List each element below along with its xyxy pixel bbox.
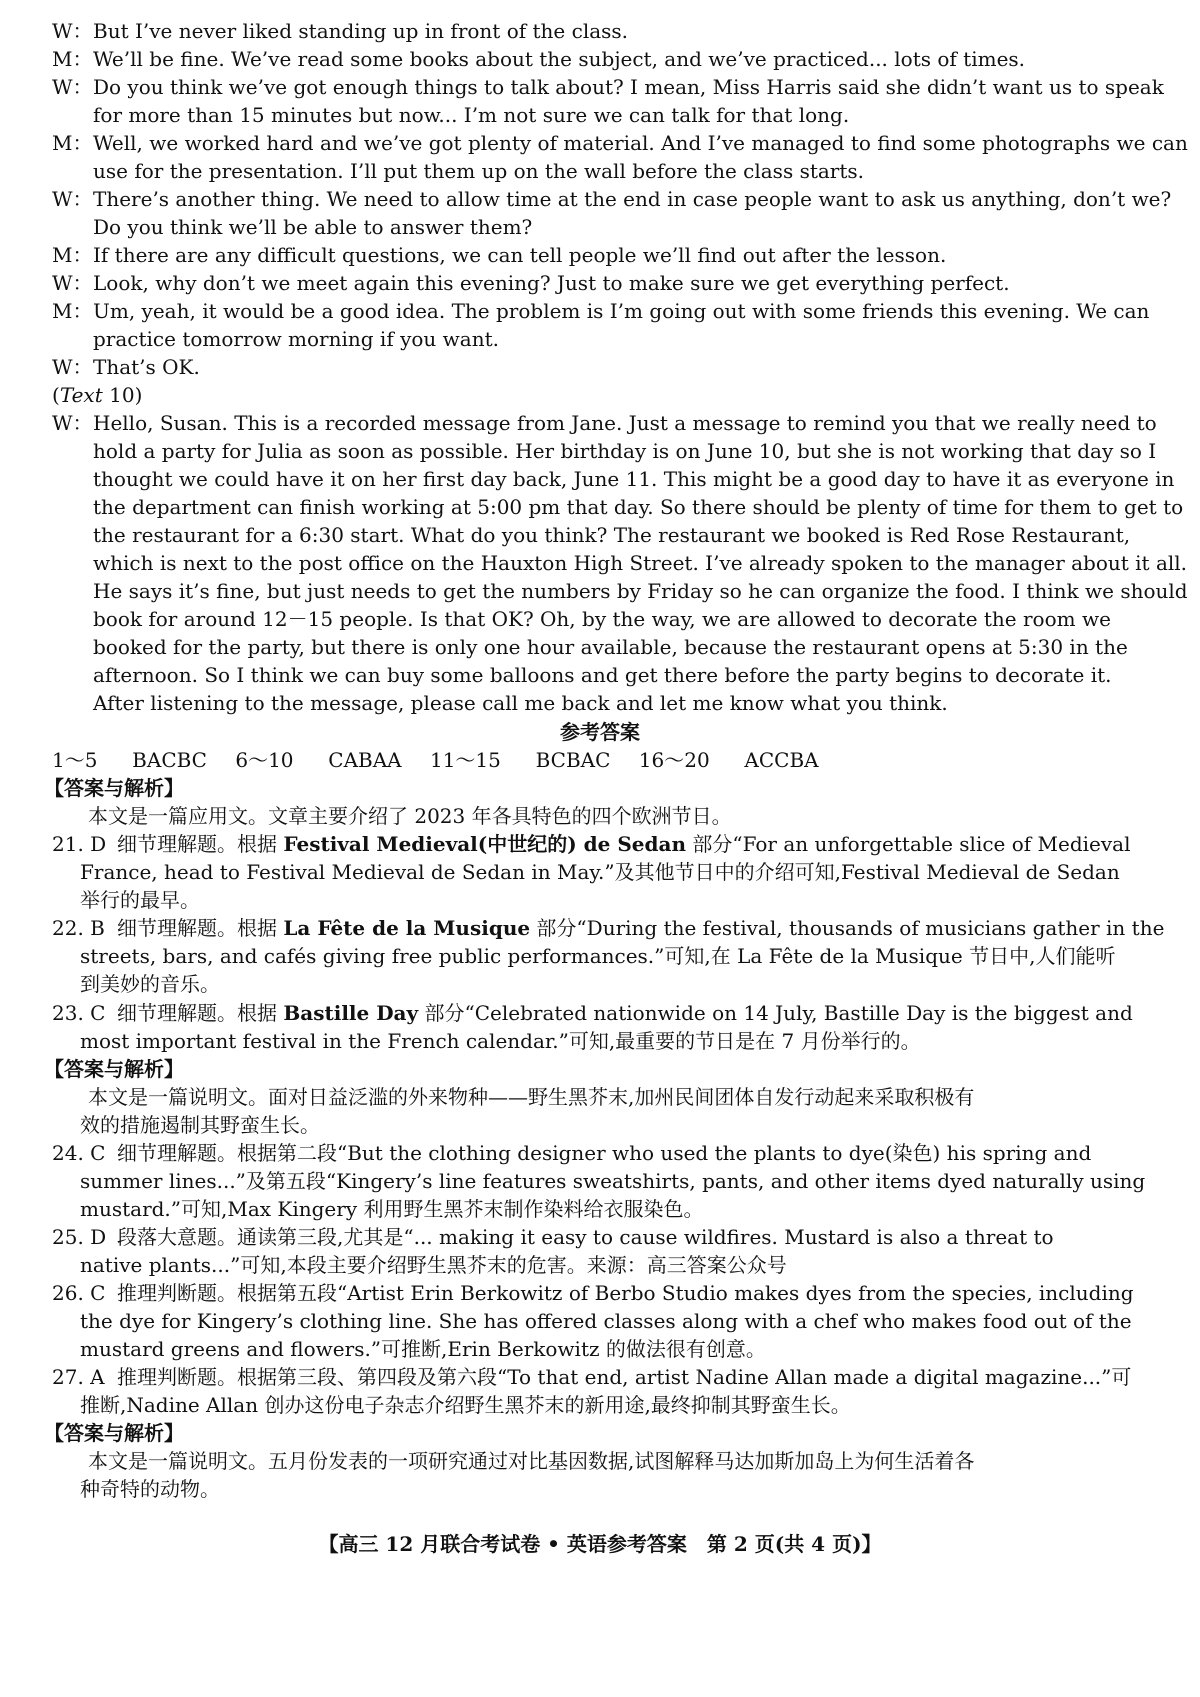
section-intro: 本文是一篇应用文。文章主要介绍了 2023 年各具特色的四个欧洲节日。 [88,804,732,828]
answer-group: 6～10 CABAA [235,748,402,772]
explanation-line: 推理判断题。根据第五段“Artist Erin Berkowitz of Berbo Studio makes dyes from the species, including [117,1281,1134,1305]
dialogue-line: Do you think we’ll be able to answer them? [93,215,533,239]
dialogue-line: There’s another thing. We need to allow time at the end in case people want to ask us anything, don’t we? [93,187,1172,211]
message-line: After listening to the message, please call me back and let me know what you think. [93,691,948,715]
speaker-label: M： [52,131,93,155]
dialogue-line: Well, we worked hard and we’ve got plenty of material. And I’ve managed to find some photographs we can [93,131,1188,155]
dialogue-line: use for the presentation. I’ll put them up on the wall before the class starts. [93,159,865,183]
section-header: 【答案与解析】 [44,776,184,800]
speaker-label: W： [52,355,93,379]
section-intro: 本文是一篇说明文。面对日益泛滥的外来物种——野生黑芥末,加州民间团体自发行动起来采取积极有 [88,1085,975,1109]
section-intro: 种奇特的动物。 [80,1477,220,1501]
dialogue-line: Look, why don’t we meet again this evening? Just to make sure we get everything perfect. [93,271,1010,295]
message-line: He says it’s fine, but just needs to get the numbers by Friday so he can organize the food. I think we should [93,579,1188,603]
explanation-line: most important festival in the French calendar.”可知,最重要的节日是在 7 月份举行的。 [80,1029,921,1053]
explanation-line: native plants...”可知,本段主要介绍野生黑芥末的危害。来源：高三答案公众号 [80,1253,787,1277]
dialogue-line: That’s OK. [93,355,200,379]
dialogue-line: practice tomorrow morning if you want. [93,327,499,351]
speaker-label: W： [52,271,93,295]
message-line: which is next to the post office on the Hauxton High Street. I’ve already spoken to the manager about it all. [93,551,1188,575]
section-header: 【答案与解析】 [44,1421,184,1445]
section-header: 【答案与解析】 [44,1057,184,1081]
message-line: afternoon. So I think we can buy some balloons and get there before the party begins to decorate it. [93,663,1112,687]
answer-group: 1～5 BACBC [52,748,207,772]
explanation-line: 细节理解题。根据 La Fête de la Musique 部分“During the festival, thousands of musicians gather in the [117,916,1165,940]
text-10-label: (Text 10) [52,383,143,407]
message-line: Hello, Susan. This is a recorded message from Jane. Just a message to remind you that we really need to [93,411,1157,435]
dialogue-line: Do you think we’ve got enough things to talk about? I mean, Miss Harris said she didn’t want us to speak [93,75,1164,99]
speaker-label: M： [52,47,93,71]
question-number: 24. C [52,1141,106,1165]
question-number: 27. A [52,1365,105,1389]
explanation-line: 推理判断题。根据第三段、第四段及第六段“To that end, artist Nadine Allan made a digital magazine...”可 [117,1365,1132,1389]
question-number: 25. D [52,1225,107,1249]
question-number: 21. D [52,832,107,856]
answer-key-row [52,746,841,774]
dialogue-line: Um, yeah, it would be a good idea. The problem is I’m going out with some friends this evening. We can [93,299,1150,323]
question-number: 26. C [52,1281,106,1305]
explanation-line: 到美妙的音乐。 [80,972,220,996]
page-footer: 【高三 12 月联合考试卷 • 英语参考答案 第 2 页(共 4 页)】 [318,1532,882,1556]
explanation-line: 举行的最早。 [80,888,200,912]
message-line: the department can finish working at 5:00 pm that day. So there should be plenty of time for them to get to [93,495,1184,519]
message-line: booked for the party, but there is only one hour available, because the restaurant opens at 5:30 in the [93,635,1128,659]
dialogue-line: We’ll be fine. We’ve read some books about the subject, and we’ve practiced... lots of times. [93,47,1026,71]
speaker-label: W： [52,75,93,99]
message-line: thought we could have it on her first day back, June 11. This might be a good day to have it as everyone in [93,467,1175,491]
explanation-line: mustard.”可知,Max Kingery 利用野生黑芥末制作染料给衣服染色。 [80,1197,704,1221]
question-number: 23. C [52,1001,106,1025]
answer-group: 11～15 BCBAC [429,748,611,772]
speaker-label: W： [52,19,93,43]
dialogue-line: for more than 15 minutes but now... I’m not sure we can talk for that long. [93,103,850,127]
answer-group: 16～20 ACCBA [638,748,819,772]
explanation-line: 细节理解题。根据 Festival Medieval(中世纪的) de Sedan 部分“For an unforgettable slice of Medieval [117,832,1131,856]
explanation-line: summer lines...”及第五段“Kingery’s line features sweatshirts, pants, and other items dyed naturally using [80,1169,1146,1193]
message-line: book for around 12－15 people. Is that OK? Oh, by the way, we are allowed to decorate the room we [93,607,1111,631]
speaker-label: M： [52,299,93,323]
dialogue-line: But I’ve never liked standing up in front of the class. [93,19,629,43]
question-number: 22. B [52,916,105,940]
speaker-label: M： [52,243,93,267]
explanation-line: 细节理解题。根据 Bastille Day 部分“Celebrated nationwide on 14 July, Bastille Day is the biggest and [117,1001,1133,1025]
message-line: the restaurant for a 6:30 start. What do you think? The restaurant we booked is Red Rose Restaurant, [93,523,1131,547]
dialogue-line: If there are any difficult questions, we can tell people we’ll find out after the lesson. [93,243,947,267]
message-line: hold a party for Julia as soon as possible. Her birthday is on June 10, but she is not working that day so I [93,439,1157,463]
explanation-line: 段落大意题。通读第三段,尤其是“... making it easy to cause wildfires. Mustard is also a threat to [117,1225,1054,1249]
explanation-line: the dye for Kingery’s clothing line. She has offered classes along with a chef who makes food out of the [80,1309,1132,1333]
speaker-label: W： [52,411,93,435]
section-intro: 效的措施遏制其野蛮生长。 [80,1113,320,1137]
explanation-line: 推断,Nadine Allan 创办这份电子杂志介绍野生黑芥末的新用途,最终抑制其野蛮生长。 [80,1393,851,1417]
explanation-line: France, head to Festival Medieval de Sedan in May.”及其他节日中的介绍可知,Festival Medieval de Sedan [80,860,1120,884]
explanation-line: streets, bars, and cafés giving free public performances.”可知,在 La Fête de la Musique 节日中,人们能听 [80,944,1116,968]
speaker-label: W： [52,187,93,211]
section-intro: 本文是一篇说明文。五月份发表的一项研究通过对比基因数据,试图解释马达加斯加岛上为何生活着各 [88,1449,975,1473]
explanation-line: 细节理解题。根据第二段“But the clothing designer who used the plants to dye(染色) his spring and [117,1141,1092,1165]
answer-heading: 参考答案 [560,720,640,744]
explanation-line: mustard greens and flowers.”可推断,Erin Berkowitz 的做法很有创意。 [80,1337,766,1361]
